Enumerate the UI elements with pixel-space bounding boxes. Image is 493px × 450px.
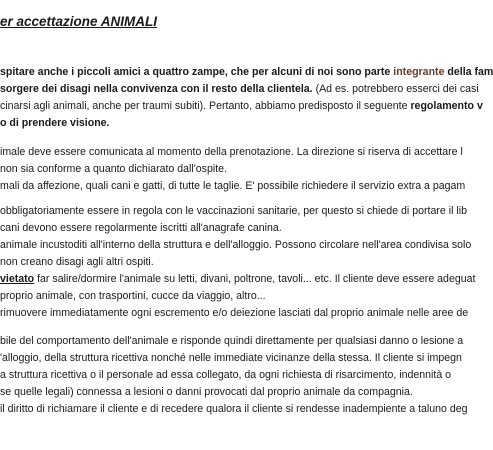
intro-line-3-bold: regolamento v (410, 100, 483, 112)
rule-line-12: 'alloggio, della struttura ricettiva nonché nelle immediate vicinanze della stessa. Il cliente si impegn (0, 352, 462, 364)
rule-line-3: mali da affezione, quali cani e gatti, di tutte le taglie. E' possibile richiedere il servizio extra a pagam (0, 180, 466, 192)
intro-line-4-text: o di prendere visione. (0, 117, 110, 129)
rule-line-5: cani devono essere regolarmente iscritti all'anagrafe canina. (0, 222, 282, 234)
rule-line-10: rimuovere immediatamente ogni escremento e/o deiezione lasciati dal proprio animale nelle aree de (0, 307, 469, 319)
intro-line-4 (0, 117, 110, 130)
intro-line-1-highlight: integrante (393, 66, 445, 78)
rule-line-8-text: far salire/dormire l'animale su letti, divani, poltrone, tavoli... etc. Il cliente deve essere adeguat (34, 273, 476, 285)
intro-line-1 (0, 66, 493, 79)
vietato-emphasis: vietato (0, 273, 35, 285)
rule-line-2: non sia conforme a quanto dichiarato dall'ospite. (0, 163, 227, 175)
rule-line-11: bile del comportamento dell'animale e risponde quindi direttamente per qualsiasi danno o lesione a (0, 335, 464, 347)
rule-line-14: se quelle legali) connessa a lesioni o danni provocati dal proprio animale da compagnia. (0, 386, 413, 398)
rule-line-4: obbligatoriamente essere in regola con le vaccinazioni sanitarie, per questo si chiede di portare il lib (0, 205, 467, 217)
intro-line-1-text-a: spitare anche i piccoli amici a quattro zampe, che per alcuni di noi sono parte (0, 66, 394, 78)
intro-line-3-text: cinarsi agli animali, anche per traumi subiti). Pertanto, abbiamo predisposto il seguente (0, 100, 411, 112)
rule-line-9: proprio animale, con trasportini, cucce da viaggio, altro... (0, 290, 266, 302)
rule-line-1: imale deve essere comunicata al momento della prenotazione. La direzione si riserva di accettare l (0, 146, 463, 158)
intro-line-3 (0, 100, 483, 113)
rule-line-6: animale incustoditi all'interno della struttura e dell'alloggio. Possono circolare nell'area condivisa solo (0, 239, 472, 251)
intro-line-2-bold: sorgere dei disagi nella convivenza con il resto della clientela. (0, 83, 313, 95)
intro-line-2-tail: (Ad es. potrebbero esserci dei casi (312, 83, 479, 95)
intro-line-1-text-b: della fam (444, 66, 493, 78)
intro-line-2 (0, 83, 479, 96)
rule-line-8 (0, 273, 475, 286)
page-title: er accettazione ANIMALI (0, 14, 158, 29)
rule-line-15: il diritto di richiamare il cliente e di recedere qualora il cliente si rendesse inadempiente a taluno deg (0, 403, 468, 415)
rule-line-7: non creano disagi agli altri ospiti. (0, 256, 154, 268)
rule-line-13: a struttura ricettiva o il personale ad essa collegato, da ogni richiesta di risarcimento, indennità o (0, 369, 452, 381)
